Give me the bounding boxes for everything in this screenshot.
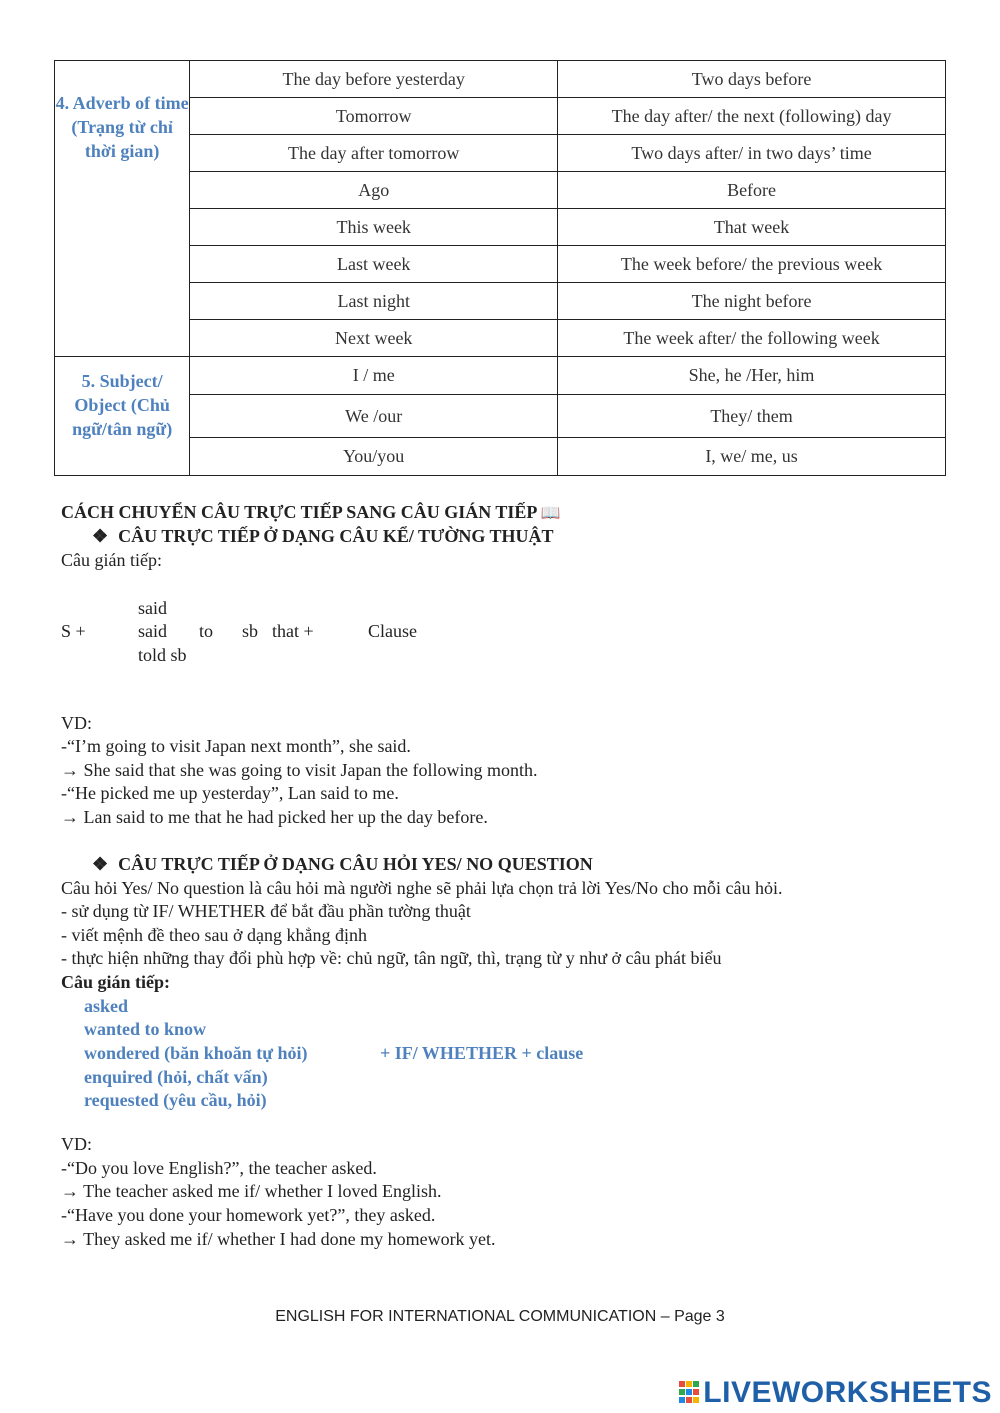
indirect-label: Câu gián tiếp: (61, 550, 162, 570)
direct-speech-cell: Next week (190, 320, 558, 357)
direct-speech-cell: This week (190, 209, 558, 246)
example-line: -“He picked me up yesterday”, Lan said to me. (61, 783, 399, 803)
example-line: → They asked me if/ whether I had done my homework yet. (61, 1229, 496, 1249)
example-line: -“I’m going to visit Japan next month”, she said. (61, 736, 411, 756)
bullet-icon: ❖ (92, 854, 109, 874)
sub-heading-statement: ❖ CÂU TRỰC TIẾP Ở DẠNG CÂU KỂ/ TƯỜNG THUẬT (92, 526, 554, 546)
reported-speech-cell: They/ them (558, 395, 946, 438)
reported-speech-cell: The night before (558, 283, 946, 320)
reported-speech-cell: The week after/ the following week (558, 320, 946, 357)
table-row (55, 61, 946, 98)
reported-speech-cell: She, he /Her, him (558, 357, 946, 395)
category-cell: 5. Subject/ Object (Chủ ngữ/tân ngữ) (55, 357, 190, 476)
formula-verb-said: said (138, 598, 167, 618)
example-line: -“Have you done your homework yet?”, they asked. (61, 1205, 436, 1225)
formula-if-whether: + IF/ WHETHER + clause (380, 1043, 584, 1063)
bullet-icon: ❖ (92, 526, 109, 546)
direct-speech-cell: Last night (190, 283, 558, 320)
formula-clause: Clause (368, 621, 417, 641)
direct-speech-cell: Ago (190, 172, 558, 209)
sub-heading-yes-no: ❖ CÂU TRỰC TIẾP Ở DẠNG CÂU HỎI YES/ NO QUESTION (92, 854, 593, 874)
formula-verb-said-to: said (138, 621, 167, 641)
reported-speech-cell: The day after/ the next (following) day (558, 98, 946, 135)
rule-line: - viết mệnh đề theo sau ở dạng khẳng định (61, 925, 367, 945)
rule-line: - thực hiện những thay đổi phù hợp về: chủ ngữ, tân ngữ, thì, trạng từ y như ở câu phát biểu (61, 948, 722, 968)
direct-speech-cell: Last week (190, 246, 558, 283)
rule-line: Câu hỏi Yes/ No question là câu hỏi mà người nghe sẽ phải lựa chọn trả lời Yes/No cho mỗi câu hỏi. (61, 878, 783, 898)
book-icon: 📖 (540, 505, 561, 522)
example-line: -“Do you love English?”, the teacher asked. (61, 1158, 377, 1178)
formula-verb-told: told sb (138, 645, 187, 665)
conversion-table (54, 60, 946, 476)
example-line: → Lan said to me that he had picked her up the day before. (61, 807, 488, 827)
heading-text: CÁCH CHUYỂN CÂU TRỰC TIẾP SANG CÂU GIÁN TIẾP (61, 502, 537, 522)
formula-subject: S + (61, 621, 86, 641)
formula-sb: sb (242, 621, 259, 641)
direct-speech-cell: We /our (190, 395, 558, 438)
reporting-verb: enquired (hỏi, chất vấn) (84, 1067, 268, 1087)
direct-speech-cell: Tomorrow (190, 98, 558, 135)
liveworksheets-logo[interactable] (678, 1376, 992, 1410)
example-line: → She said that she was going to visit Japan the following month. (61, 760, 538, 780)
section-heading (61, 502, 561, 523)
indirect-label-bold: Câu gián tiếp: (61, 972, 171, 992)
reported-speech-cell: The week before/ the previous week (558, 246, 946, 283)
formula-that: that + (272, 621, 314, 641)
reporting-verb: wondered (băn khoăn tự hỏi) (84, 1043, 308, 1063)
reported-speech-cell: I, we/ me, us (558, 438, 946, 476)
direct-speech-cell: The day after tomorrow (190, 135, 558, 172)
direct-speech-cell: I / me (190, 357, 558, 395)
direct-speech-cell: You/you (190, 438, 558, 476)
example-label: VD: (61, 1134, 92, 1154)
formula-to: to (199, 621, 214, 641)
reported-speech-cell: Two days after/ in two days’ time (558, 135, 946, 172)
rule-line: - sử dụng từ IF/ WHETHER để bắt đầu phần tường thuật (61, 901, 471, 921)
example-label: VD: (61, 713, 92, 733)
reported-speech-cell: Two days before (558, 61, 946, 98)
direct-speech-cell: The day before yesterday (190, 61, 558, 98)
example-line: → The teacher asked me if/ whether I loved English. (61, 1181, 442, 1201)
reported-speech-cell: That week (558, 209, 946, 246)
liveworksheets-icon (678, 1379, 700, 1405)
category-cell: 4. Adverb of time (Trạng từ chỉ thời gian) (55, 61, 190, 357)
reporting-verb: requested (yêu cầu, hỏi) (84, 1090, 267, 1110)
table-row (55, 357, 946, 395)
logo-text: LIVEWORKSHEETS (703, 1376, 992, 1409)
reported-speech-cell: Before (558, 172, 946, 209)
reporting-verb: asked (84, 996, 129, 1016)
page-footer: ENGLISH FOR INTERNATIONAL COMMUNICATION – Page 3 (275, 1308, 725, 1325)
reporting-verb: wanted to know (84, 1019, 207, 1039)
